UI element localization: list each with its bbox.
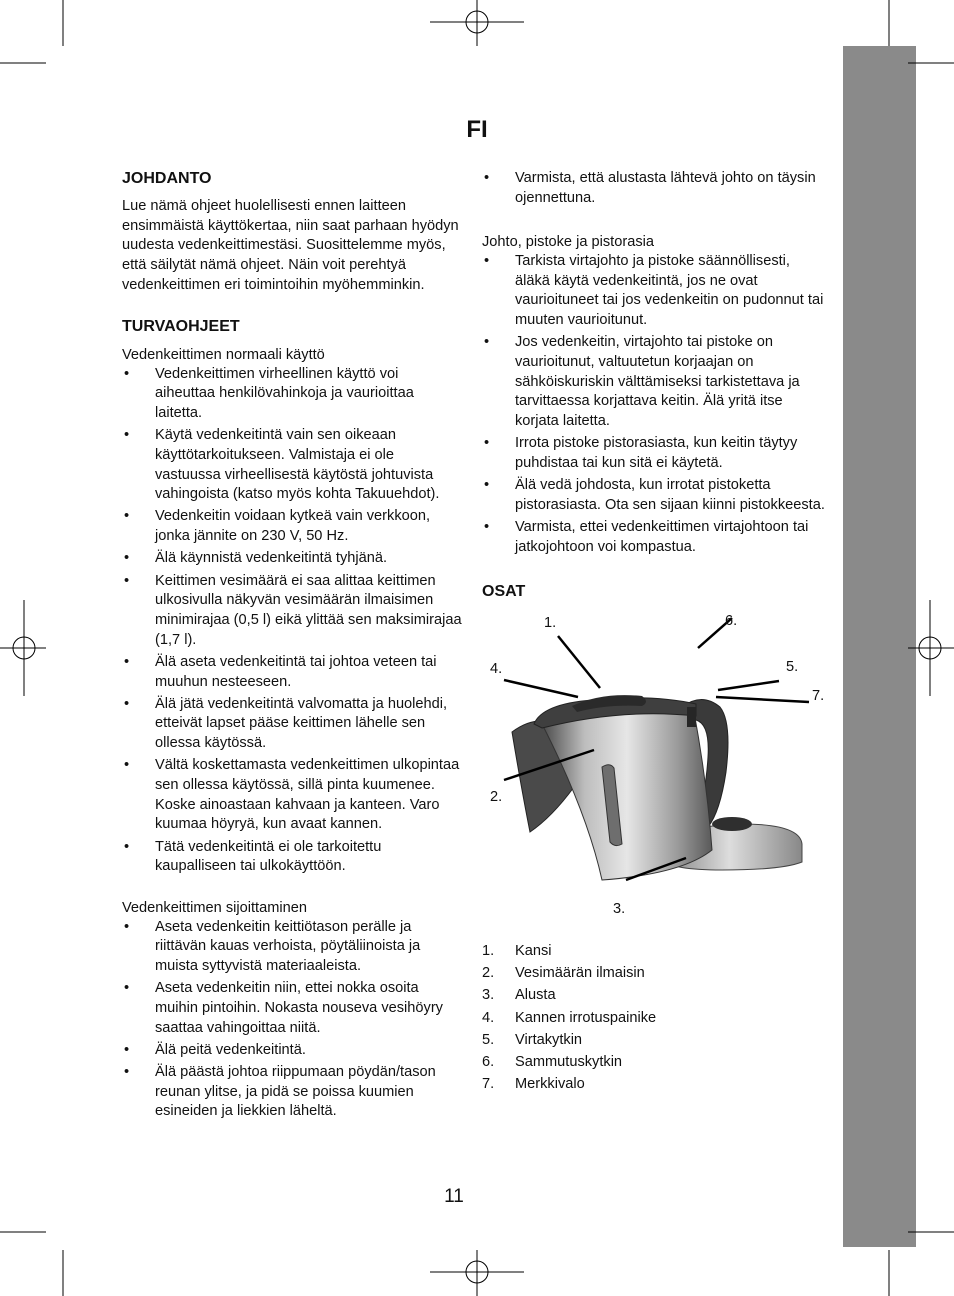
list-item: • Älä vedä johdosta, kun irrotat pistoketta pistorasiasta. Ota sen sijaan kiinni pistokkeesta.: [482, 476, 827, 515]
list-item: • Varmista, että alustasta lähtevä johto on täysin ojennettuna.: [482, 169, 827, 208]
list-item: • Jos vedenkeitin, virtajohto tai pistoke on vaurioitunut, valtuutetun korjaajan on sähköiskuriskin välttämiseksi tarkistettava ja tarvittaessa korjattava keitin. Älä yritä itse korjata laitetta.: [482, 333, 827, 432]
list-item: 2. Vesimäärän ilmaisin: [482, 965, 645, 982]
list-item: • Älä käynnistä vedenkeitintä tyhjänä.: [122, 549, 462, 569]
safety-heading: TURVAOHJEET: [122, 317, 240, 335]
cord-heading: Johto, pistoke ja pistorasia: [482, 233, 654, 250]
list-item: • Varmista, ettei vedenkeittimen virtajohtoon tai jatkojohtoon voi kompastua.: [482, 518, 827, 557]
list-item: • Tarkista virtajohto ja pistoke säännöllisesti, äläkä käytä vedenkeitintä, jos ne ovat vaurioituneet tai jos vedenkeitin on pudonnut tai muuten vaurioitunut.: [482, 252, 827, 331]
left-column: [122, 169, 462, 1125]
figure-label-7: 7.: [812, 687, 825, 704]
list-item: • Keittimen vesimäärä ei saa alittaa keittimen ulkosivulla näkyvän vesimäärän ilmaisimen minimirajaa (0,5 l) eikä ylittää sen maksimirajaa (1,7 l).: [122, 572, 462, 651]
placement-list: [122, 918, 462, 1123]
figure-label-6: 6.: [725, 612, 738, 629]
intro-heading: JOHDANTO: [122, 170, 212, 187]
list-item: 5. Virtakytkin: [482, 1031, 583, 1048]
list-item: • Aseta vedenkeitin keittiötason perälle ja riittävän kauas verhoista, pöytäliinoista ja muista syttyvistä materiaaleista.: [122, 918, 462, 977]
list-item: 3. Alusta: [482, 987, 556, 1004]
language-code: FI: [466, 116, 488, 143]
intro-text: Lue nämä ohjeet huolellisesti ennen laitteen ensimmäistä käyttökertaa, niin saat parhaan hyödyn uudesta vedenkeittimestäsi. Suosittelemme myös, että säilytät nämä ohjeet. Näin voit perehtyä vedenkeittimen eri toimintoihin myöhemminkin.: [122, 198, 459, 293]
figure-label-4: 4.: [490, 660, 503, 677]
kettle-figure: [482, 612, 827, 942]
kettle-illustration: [482, 612, 827, 942]
normal-use-list: [122, 365, 462, 878]
list-item: • Älä aseta vedenkeitintä tai johtoa veteen tai muuhun nesteeseen.: [122, 653, 462, 692]
list-item: • Vedenkeitin voidaan kytkeä vain verkkoon, jonka jännite on 230 V, 50 Hz.: [122, 507, 462, 546]
figure-label-1: 1.: [544, 614, 557, 631]
figure-label-3: 3.: [613, 900, 626, 917]
list-item: • Aseta vedenkeitin niin, ettei nokka osoita muihin pintoihin. Nokasta nouseva vesihöyry saattaa vahingoittaa niitä.: [122, 979, 462, 1038]
list-item: • Vältä koskettamasta vedenkeittimen ulkopintaa sen ollessa käytössä, sillä pinta kuumenee. Koske ainoastaan kahvaan ja kanteen. Varo kuumaa höyryä, kun avaat kannen.: [122, 756, 462, 835]
list-item: • Irrota pistoke pistorasiasta, kun keitin täytyy puhdistaa tai kun sitä ei käytetä.: [482, 434, 827, 473]
list-item: • Vedenkeittimen virheellinen käyttö voi aiheuttaa henkilövahinkoja ja vaurioittaa laitetta.: [122, 365, 462, 424]
list-item: 1. Kansi: [482, 942, 552, 959]
list-item: 6. Sammutuskytkin: [482, 1053, 623, 1070]
list-item: • Älä päästä johtoa riippumaan pöydän/tason reunan ylitse, ja pidä se poissa kuumien esineiden ja liekkien läheltä.: [122, 1063, 462, 1122]
cord-list: [482, 252, 827, 558]
page-number: 11: [444, 1186, 464, 1207]
list-item: 7. Merkkivalo: [482, 1076, 585, 1093]
parts-list: [482, 942, 827, 1095]
right-column: [482, 169, 827, 1097]
list-item: • Älä peitä vedenkeitintä.: [122, 1041, 462, 1061]
list-item: 4. Kannen irrotuspainike: [482, 1009, 657, 1026]
list-item: • Älä jätä vedenkeitintä valvomatta ja huolehdi, etteivät lapset pääse keittimen lähelle sen ollessa käytössä.: [122, 695, 462, 754]
parts-heading: OSAT: [482, 582, 526, 600]
list-item: • Tätä vedenkeitintä ei ole tarkoitettu kaupalliseen tai ulkokäyttöön.: [122, 838, 462, 877]
list-item: • Käytä vedenkeitintä vain sen oikeaan käyttötarkoitukseen. Valmistaja ei ole vastuussa virheellisestä käytöstä johtuvista vahingoista (katso myös kohta Takuuehdot).: [122, 426, 462, 505]
normal-use-heading: Vedenkeittimen normaali käyttö: [122, 346, 325, 363]
cord-first-list: [482, 169, 827, 208]
figure-label-2: 2.: [490, 788, 503, 805]
placement-heading: Vedenkeittimen sijoittaminen: [122, 899, 307, 916]
figure-label-5: 5.: [786, 658, 799, 675]
